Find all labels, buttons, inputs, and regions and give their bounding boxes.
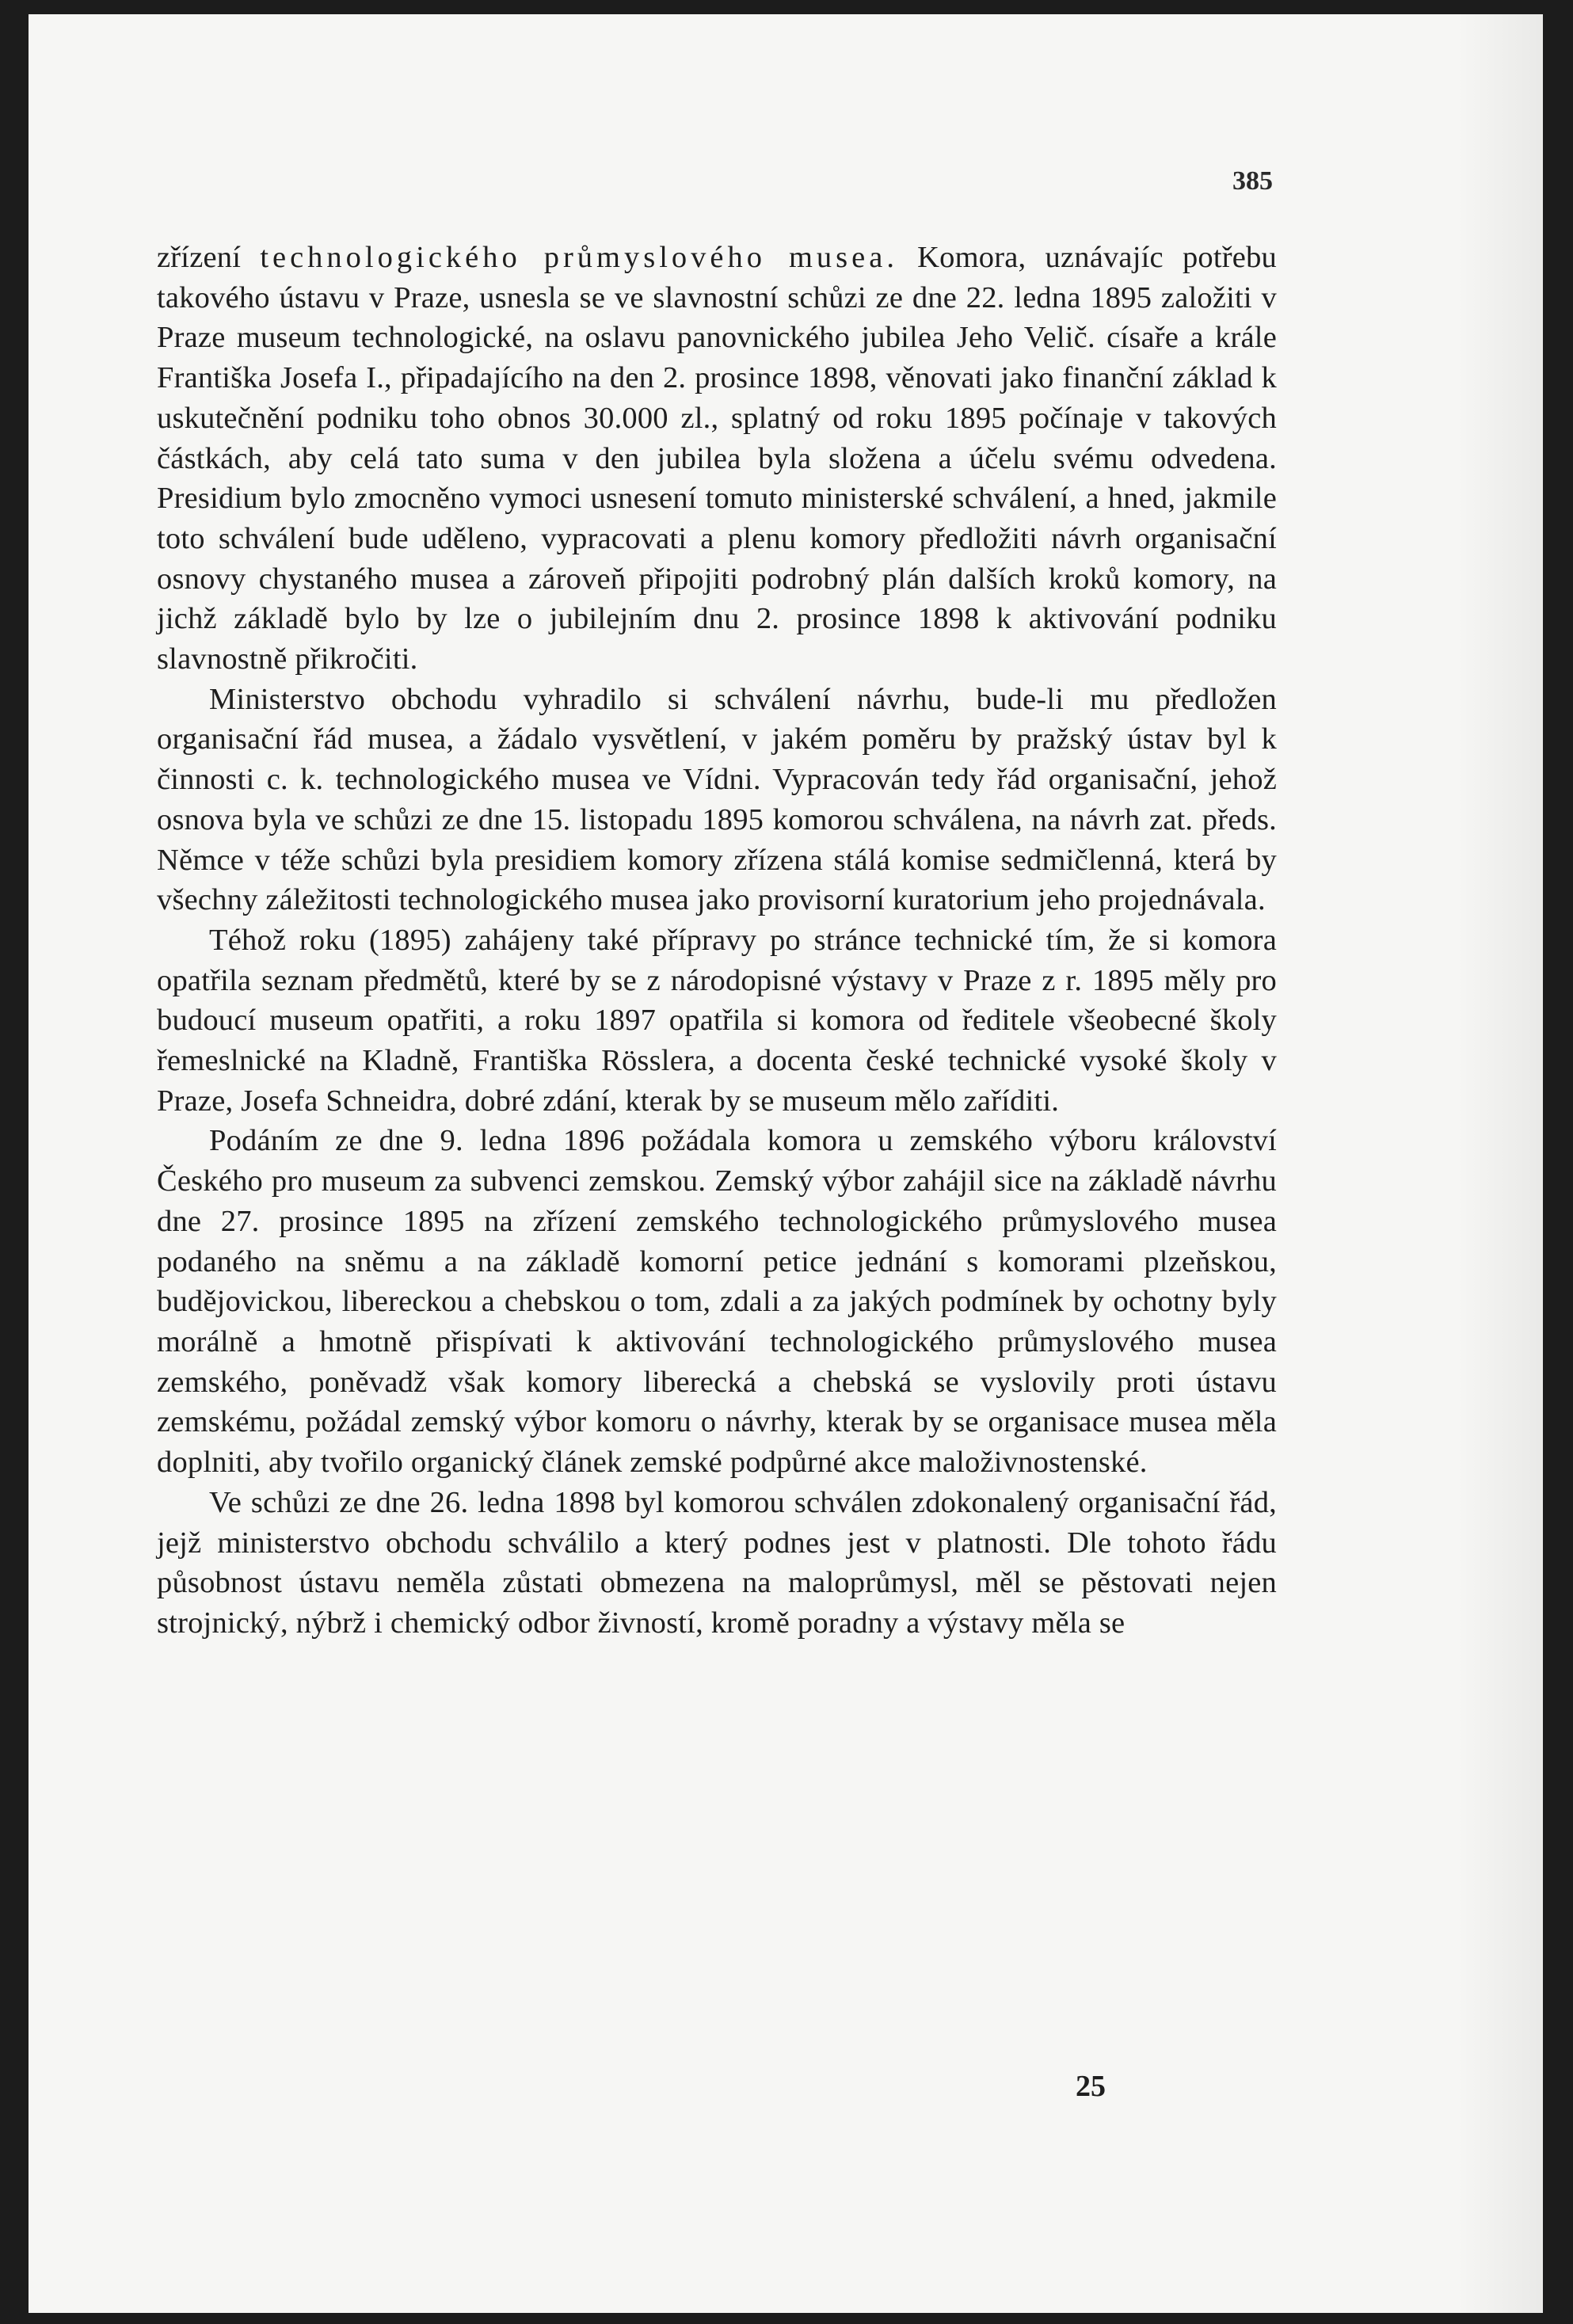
- body-text: [157, 238, 1277, 1644]
- paragraph-5: Ve schůzi ze dne 26. ledna 1898 byl komorou schválen zdokonalený organisační řád, jejž ministerstvo obchodu schválilo a který podnes jest v platnosti. Dle tohoto řádu působnost ústavu neměla zůstati obmezena na maloprůmysl, měl se pěstovati nejen strojnický, nýbrž i chemický odbor živností, kromě poradny a výstavy měla se: [157, 1485, 1277, 1640]
- printer-signature-mark: 25: [1076, 2070, 1106, 2103]
- paragraph-1-lead: zřízení: [157, 241, 261, 274]
- paragraph-4: Podáním ze dne 9. ledna 1896 požádala komora u zemského výboru království Českého pro museum za subvenci zemskou. Zemský výbor zahájil sice na základě návrhu dne 27. prosince 1895 na zřízení zemského technologického průmyslového musea podaného na sněmu a na základě komorní petice jednání s komorami plzeňskou, budějovickou, libereckou a chebskou o tom, zdali a za jakých podmínek by ochotny byly morálně a hmotně přispívati k aktivování technologického průmyslového musea zemského, poněvadž však komory liberecká a chebská se vyslovily proti ústavu zemskému, požádal zemský výbor komoru o návrhy, kterak by se organisace musea měla doplniti, aby tvořilo organický článek zemské podpůrné akce maloživnostenské.: [157, 1124, 1277, 1480]
- page-number: 385: [1232, 166, 1273, 196]
- paragraph-3: Téhož roku (1895) zahájeny také přípravy po stránce technické tím, že si komora opatřila seznam předmětů, které by se z národopisné výstavy v Praze z r. 1895 měly pro budoucí museum opatřiti, a roku 1897 opatřila si komora od ředitele všeobecné školy řemeslnické na Kladně, Františka Rösslera, a docenta české technické vysoké školy v Praze, Josefa Schneidra, dobré zdání, kterak by se museum mělo zaříditi.: [157, 923, 1277, 1118]
- paragraph-1: [157, 238, 1277, 680]
- paragraph-1-spaced-emphasis: technologického průmyslového musea.: [260, 241, 898, 274]
- book-page: [29, 14, 1543, 2313]
- paragraph-2: Ministerstvo obchodu vyhradilo si schválení návrhu, bude-li mu předložen organisační řád musea, a žádalo vysvětlení, v jakém poměru by pražský ústav byl k činnosti c. k. technologického musea ve Vídni. Vypracován tedy řád organisační, jehož osnova byla ve schůzi ze dne 15. listopadu 1895 komorou schválena, na návrh zat. předs. Němce v téže schůzi byla presidiem komory zřízena stálá komise sedmičlenná, která by všechny záležitosti technologického musea jako provisorní kuratorium jeho projednávala.: [157, 682, 1277, 917]
- page-edge-shadow: [1456, 14, 1543, 2313]
- paragraph-1-rest: Komora, uznávajíc potřebu takového ústavu v Praze, usnesla se ve slavnostní schůzi ze dne 22. ledna 1895 založiti v Praze museum technologické, na oslavu panovnického jubilea Jeho Velič. císaře a krále Františka Josefa I., připadajícího na den 2. prosince 1898, věnovati jako finanční základ k uskutečnění podniku toho obnos 30.000 zl., splatný od roku 1895 počínaje v takových částkách, aby celá tato suma v den jubilea byla složena a účelu svému odvedena. Presidium bylo zmocněno vymoci usnesení tomuto ministerské schválení, a hned, jakmile toto schválení bude uděleno, vypracovati a plenu komory předložiti návrh organisační osnovy chystaného musea a zároveň připojiti podrobný plán dalších kroků komory, na jichž základě bylo by lze o jubilejním dnu 2. prosince 1898 k aktivování podniku slavnostně přikročiti.: [157, 241, 1277, 676]
